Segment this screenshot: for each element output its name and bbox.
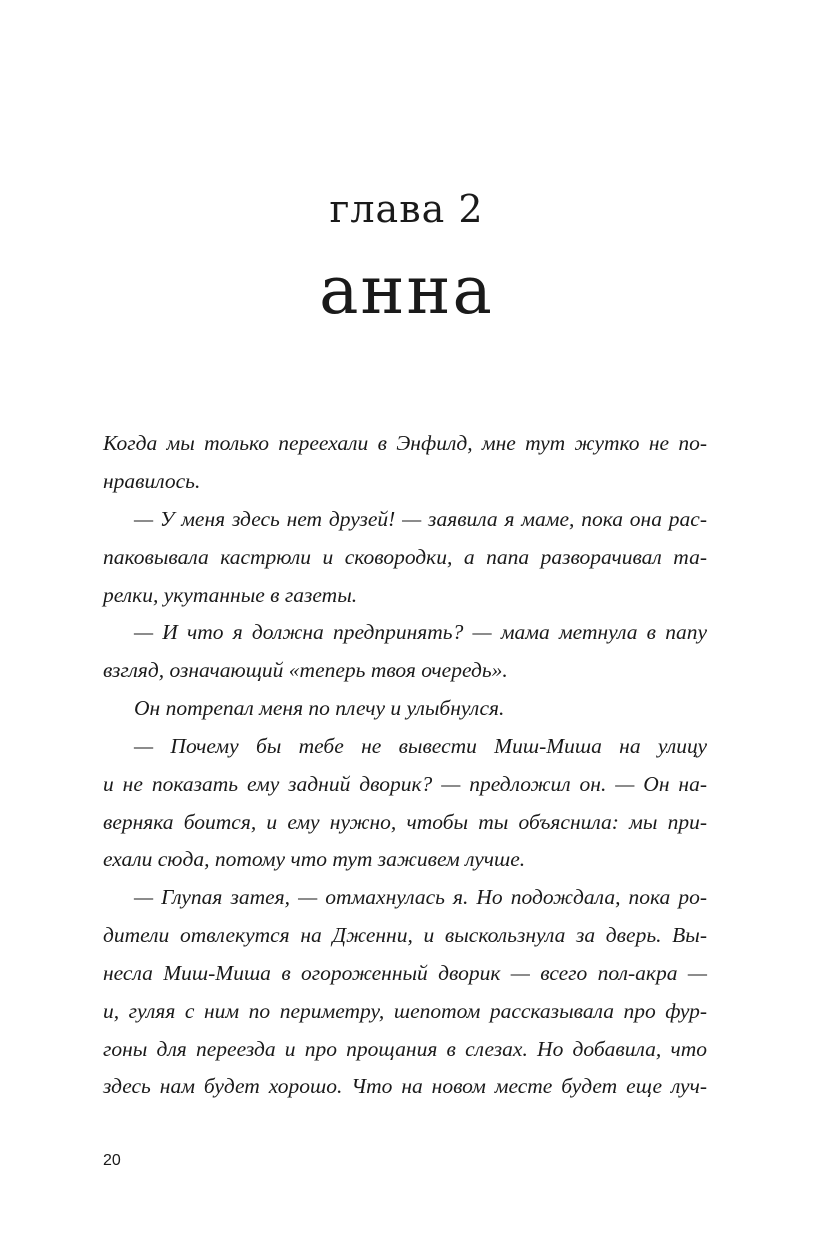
text-line: и, гуляя с ним по периметру, шепотом рассказывала про фур-	[103, 999, 707, 1023]
text-line: — И что я должна предпринять? — мама метнула в папу	[134, 620, 707, 644]
text-line: здесь нам будет хорошо. Что на новом месте будет еще луч-	[103, 1074, 707, 1098]
chapter-title: анна	[319, 252, 494, 329]
text-line: релки, укутанные в газеты.	[103, 583, 358, 607]
text-line: несла Миш-Миша в огороженный дворик — всего пол-акра —	[103, 961, 707, 985]
text-line: — Почему бы тебе не вывести Миш-Миша на улицу	[134, 734, 707, 758]
text-line: — У меня здесь нет друзей! — заявила я маме, пока она рас-	[134, 507, 707, 531]
text-line: — Глупая затея, — отмахнулась я. Но подождала, пока ро-	[134, 885, 707, 909]
text-line: верняка боится, и ему нужно, чтобы ты объяснила: мы при-	[103, 810, 707, 834]
text-line: гоны для переезда и про прощания в слезах. Но добавила, что	[103, 1037, 707, 1061]
text-line: Он потрепал меня по плечу и улыбнулся.	[134, 696, 505, 720]
chapter-label: глава 2	[329, 187, 484, 231]
text-line: паковывала кастрюли и сковородки, а папа разворачивал та-	[103, 545, 707, 569]
text-line: ехали сюда, потому что тут заживем лучше.	[103, 847, 526, 871]
text-line: нравилось.	[103, 469, 201, 493]
page-number: 20	[103, 1152, 121, 1169]
text-line: Когда мы только переехали в Энфилд, мне тут жутко не по-	[103, 431, 707, 455]
text-line: и не показать ему задний дворик? — предложил он. — Он на-	[103, 772, 707, 796]
text-line: взгляд, означающий «теперь твоя очередь».	[103, 658, 508, 682]
text-line: дители отвлекутся на Дженни, и выскользнула за дверь. Вы-	[103, 923, 707, 947]
